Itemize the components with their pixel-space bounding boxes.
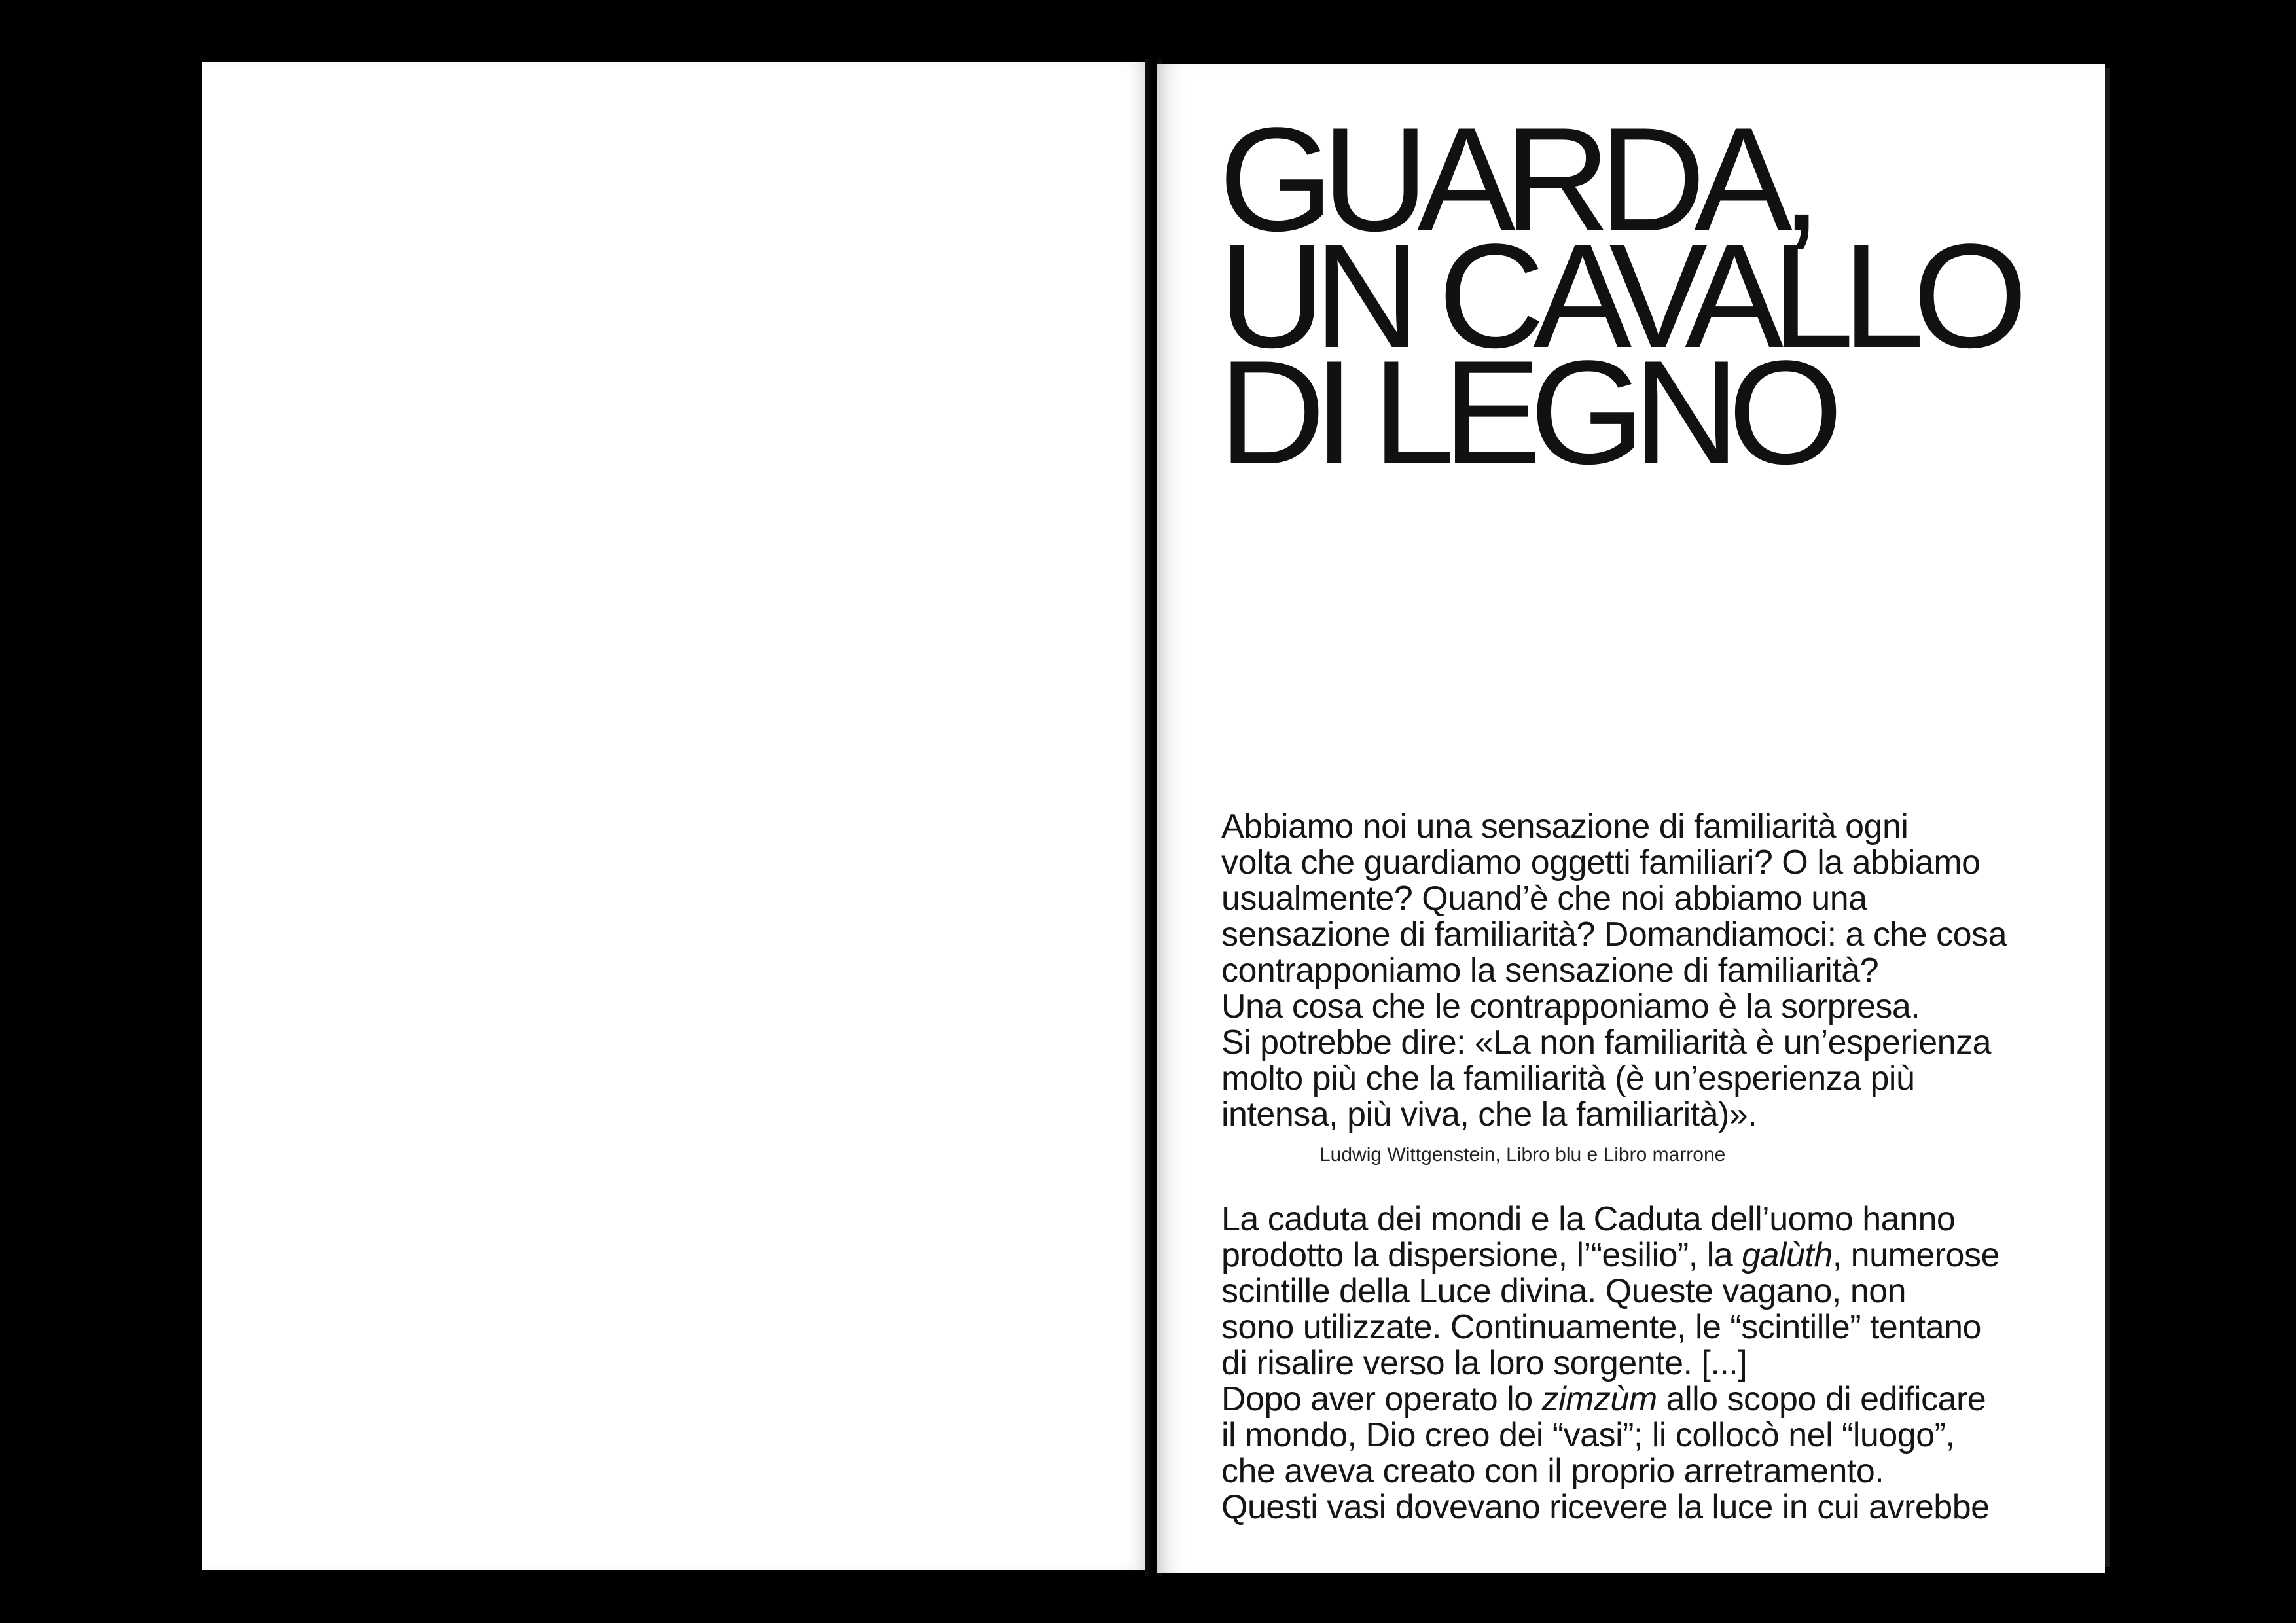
quote-line: Una cosa che le contrapponiamo è la sorpresa. (1221, 988, 1920, 1026)
quote-line: sensazione di familiarità? Domandiamoci: a che cosa (1221, 916, 2007, 954)
body-line: sono utilizzate. Continuamente, le “scintille” tentano (1221, 1308, 1981, 1346)
page-title (1219, 96, 2070, 495)
quote-line: contrapponiamo la sensazione di familiarità? (1221, 952, 1879, 990)
body-line: scintille della Luce divina. Queste vagano, non (1221, 1272, 1907, 1310)
body-line (1221, 1382, 2098, 1418)
left-blank-page (202, 62, 1151, 1570)
body-line: Questi vasi dovevano ricevere la luce in cui avrebbe (1221, 1488, 1990, 1526)
body-line: il mondo, Dio creo dei “vasi”; li collocò nel “luogo”, (1221, 1416, 1955, 1454)
body-line: di risalire verso la loro sorgente. [...] (1221, 1344, 1748, 1382)
title-line-3: DI LEGNO (1219, 329, 1832, 495)
quote-line: Abbiamo noi una sensazione di familiarità ogni (1221, 808, 1909, 846)
cover-edge (2105, 68, 2110, 1567)
title-line-1: GUARDA, (1219, 96, 1810, 262)
body-line (1221, 1238, 2098, 1274)
quote-line: molto più che la familiarità (è un’esperienza più (1221, 1060, 1915, 1097)
title-line-2: UN CAVALLO (1219, 213, 2017, 378)
quote-attribution: Ludwig Wittgenstein, Libro blu e Libro marrone (1319, 1144, 1726, 1166)
body-text-run: allo scopo di edificare (1657, 1380, 1986, 1418)
epigraph-quote (1221, 809, 2098, 1133)
body-text-run: prodotto la dispersione, l’“esilio”, la (1221, 1236, 1742, 1274)
body-text (1221, 1202, 2098, 1525)
quote-line: intensa, più viva, che la familiarità)». (1221, 1096, 1757, 1133)
italic-term: zimzùm (1541, 1380, 1657, 1418)
italic-term: galùth (1742, 1236, 1833, 1274)
quote-line: usualmente? Quand’è che noi abbiamo una (1221, 880, 1867, 918)
quote-line: Si potrebbe dire: «La non familiarità è un’esperienza (1221, 1024, 1992, 1061)
quote-line: volta che guardiamo oggetti familiari? O la abbiamo (1221, 844, 1981, 882)
body-text-run: , numerose (1832, 1236, 2000, 1274)
body-line: che aveva creato con il proprio arretramento. (1221, 1452, 1884, 1490)
body-text-run: Dopo aver operato lo (1221, 1380, 1542, 1418)
body-line: La caduta dei mondi e la Caduta dell’uomo hanno (1221, 1200, 1956, 1238)
